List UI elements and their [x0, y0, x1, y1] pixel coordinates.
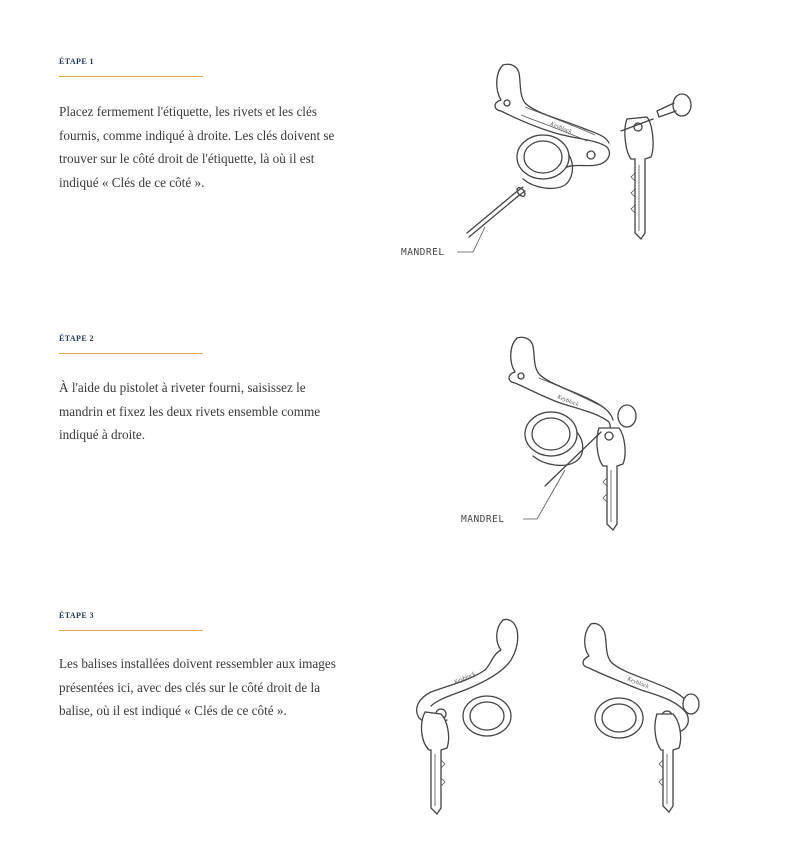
step-1-divider	[59, 76, 203, 77]
mandrel-callout-label: MANDREL	[461, 514, 505, 525]
step-1-illustration	[395, 55, 715, 265]
rivet-head-drawing	[657, 94, 691, 117]
mandrel-drawing	[467, 186, 527, 237]
tag-body-drawing	[495, 64, 609, 188]
step-3-label: ÉTAPE 3	[59, 611, 94, 620]
mandrel-callout-line	[457, 227, 485, 252]
step-3-illustration	[395, 608, 715, 818]
installed-tags-drawing	[395, 608, 715, 818]
step-1-text: Placez fermement l'étiquette, les rivets et les clés fournis, comme indiqué à droite. Les clés doivent se trouver sur le côté droit de l'étiquette, là où il est indiqué « Clés de ce côté ».	[59, 104, 335, 190]
tag-rivet-keys-exploded-drawing	[395, 55, 715, 265]
step-1-label: ÉTAPE 1	[59, 57, 94, 66]
step-2-illustration	[395, 328, 715, 538]
svg-text:Keyblock: Keyblock	[453, 671, 477, 686]
step-2-text: À l'aide du pistolet à riveter fourni, saisissez le mandrin et fixez les deux rivets ensemble comme indiqué à droite.	[59, 380, 321, 442]
step-2-label: ÉTAPE 2	[59, 334, 94, 343]
svg-text:Keyblock: Keyblock	[549, 121, 573, 136]
step-3-divider	[59, 630, 203, 631]
svg-text:Keyblock: Keyblock	[626, 676, 650, 691]
installed-tag-left-drawing	[417, 619, 518, 814]
installed-tag-right-drawing	[583, 623, 699, 812]
rivet-head-drawing	[618, 405, 636, 427]
tag-riveted-assembly-drawing	[395, 328, 715, 538]
mandrel-callout-line	[523, 470, 565, 519]
mandrel-callout-label: MANDREL	[401, 247, 445, 258]
step-2-divider	[59, 353, 203, 354]
svg-text:Keyblock: Keyblock	[556, 394, 580, 409]
key-drawing	[621, 117, 653, 239]
step-3-text: Les balises installées doivent ressembler aux images présentées ici, avec des clés sur le côté droit de la balise, où il est indiqué « Clés de ce côté ».	[59, 656, 336, 718]
key-drawing	[597, 428, 625, 530]
